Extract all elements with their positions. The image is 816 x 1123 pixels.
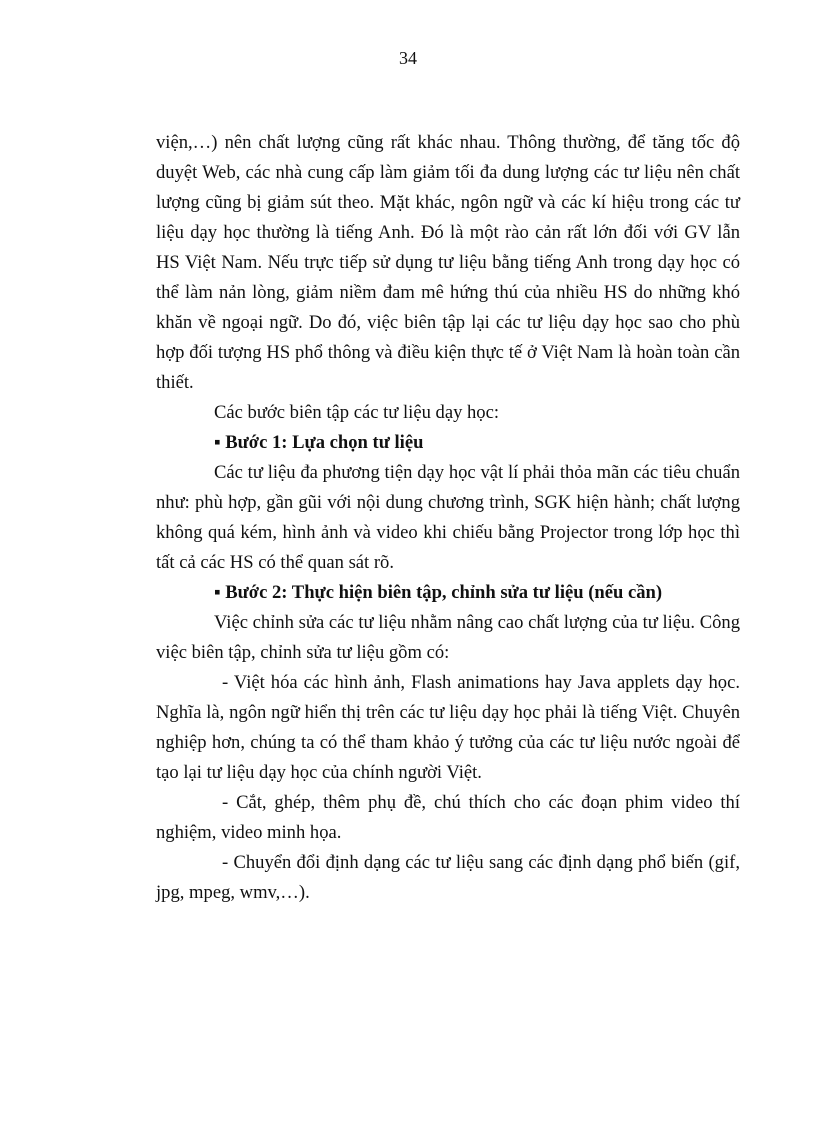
paragraph-step-2: Việc chỉnh sửa các tư liệu nhằm nâng cao chất lượng của tư liệu. Công việc biên tập, chỉnh sửa tư liệu gồm có: <box>156 612 740 663</box>
paragraph-step-1: Các tư liệu đa phương tiện dạy học vật lí phải thỏa mãn các tiêu chuẩn như: phù hợp, gần gũi với nội dung chương trình, SGK hiện hành; chất lượng không quá kém, hình ảnh và video khi chiếu bằng Projector trong lớp học thì tất cả các HS có thể quan sát rõ. <box>156 462 740 573</box>
page-number: 34 <box>399 48 417 68</box>
heading-step-2: ▪ Bước 2: Thực hiện biên tập, chỉnh sửa tư liệu (nếu cần) <box>214 582 663 603</box>
list-item-edit-video: - Cắt, ghép, thêm phụ đề, chú thích cho các đoạn phim video thí nghiệm, video minh họa. <box>156 792 740 843</box>
document-body <box>156 128 740 908</box>
list-item-convert-format: - Chuyển đổi định dạng các tư liệu sang các định dạng phổ biến (gif, jpg, mpeg, wmv,…). <box>156 852 740 903</box>
paragraph-continuation: viện,…) nên chất lượng cũng rất khác nhau. Thông thường, để tăng tốc độ duyệt Web, các nhà cung cấp làm giảm tối đa dung lượng các tư liệu nên chất lượng cũng bị giảm sút theo. Mặt khác, ngôn ngữ và các kí hiệu trong các tư liệu dạy học thường là tiếng Anh. Đó là một rào cản rất lớn đối với GV lẫn HS Việt Nam. Nếu trực tiếp sử dụng tư liệu bằng tiếng Anh trong dạy học có thể làm nản lòng, giảm niềm đam mê hứng thú của nhiều HS do những khó khăn về ngoại ngữ. Do đó, việc biên tập lại các tư liệu dạy học sao cho phù hợp đối tượng HS phổ thông và điều kiện thực tế ở Việt Nam là hoàn toàn cần thiết. <box>156 132 740 393</box>
paragraph-steps-intro: Các bước biên tập các tư liệu dạy học: <box>214 402 500 423</box>
list-item-localize: - Việt hóa các hình ảnh, Flash animations hay Java applets dạy học. Nghĩa là, ngôn ngữ hiển thị trên các tư liệu dạy học phải là tiếng Việt. Chuyên nghiệp hơn, chúng ta có thể tham khảo ý tưởng của các tư liệu nước ngoài để tạo lại tư liệu dạy học của chính người Việt. <box>156 672 740 783</box>
heading-step-1: ▪ Bước 1: Lựa chọn tư liệu <box>214 432 424 453</box>
